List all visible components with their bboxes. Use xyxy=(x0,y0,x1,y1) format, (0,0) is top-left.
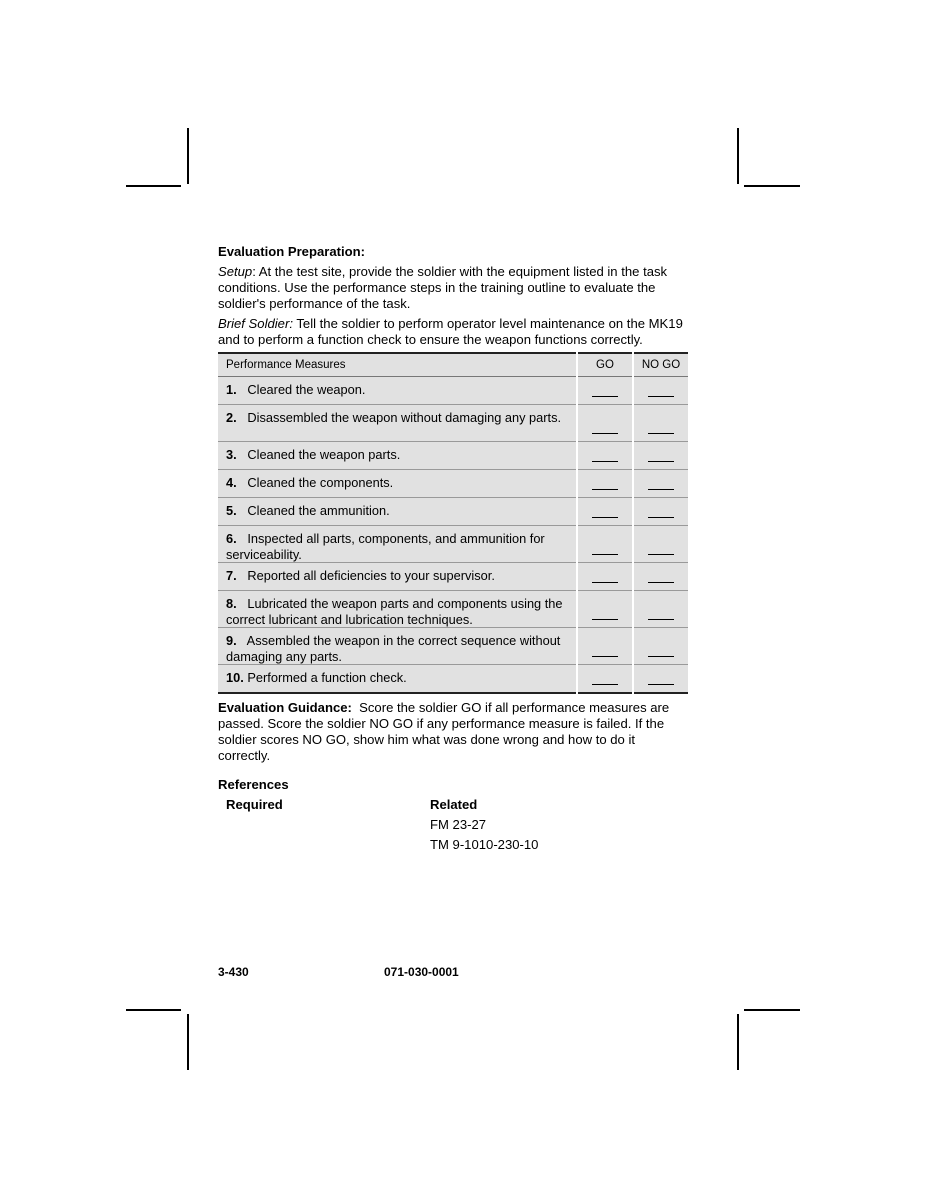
table-row xyxy=(218,526,688,563)
go-blank xyxy=(592,433,618,434)
nogo-cell xyxy=(633,563,688,591)
go-cell xyxy=(577,628,633,665)
nogo-cell xyxy=(633,628,688,665)
nogo-blank xyxy=(648,396,674,397)
task-number: 071-030-0001 xyxy=(384,965,459,979)
crop-mark-bottom-right-horizontal xyxy=(744,1009,800,1011)
nogo-cell xyxy=(633,591,688,628)
table-row xyxy=(218,591,688,628)
table-row xyxy=(218,498,688,526)
performance-measures-table xyxy=(218,352,688,694)
page-number: 3-430 xyxy=(218,965,249,979)
setup-paragraph xyxy=(218,264,688,312)
go-blank xyxy=(592,554,618,555)
table-row xyxy=(218,665,688,693)
table-row xyxy=(218,563,688,591)
references-heading: References xyxy=(218,776,289,792)
brief-soldier-paragraph xyxy=(218,316,688,348)
measure-text: Reported all deficiencies to your supervisor. xyxy=(247,568,495,583)
related-reference-item: TM 9-1010-230-10 xyxy=(430,836,539,852)
measure-number: 7. xyxy=(226,568,237,583)
measure-number: 6. xyxy=(226,531,237,546)
measure-number: 4. xyxy=(226,475,237,490)
go-blank xyxy=(592,684,618,685)
go-blank xyxy=(592,489,618,490)
crop-mark-top-left-vertical xyxy=(187,128,189,184)
go-blank xyxy=(592,619,618,620)
header-go: GO xyxy=(577,353,633,377)
table-header-row xyxy=(218,353,688,377)
crop-mark-top-left-horizontal xyxy=(126,185,181,187)
nogo-cell xyxy=(633,470,688,498)
measure-cell xyxy=(218,470,577,498)
measure-number: 1. xyxy=(226,382,237,397)
table-row xyxy=(218,405,688,442)
go-blank xyxy=(592,461,618,462)
measure-text: Performed a function check. xyxy=(247,670,407,685)
measure-cell xyxy=(218,405,577,442)
table-row xyxy=(218,628,688,665)
nogo-blank xyxy=(648,554,674,555)
related-reference-item: FM 23-27 xyxy=(430,816,487,832)
measure-number: 3. xyxy=(226,447,237,462)
nogo-blank xyxy=(648,582,674,583)
measure-text: Assembled the weapon in the correct sequence without damaging any parts. xyxy=(226,633,561,664)
crop-mark-bottom-left-vertical xyxy=(187,1014,189,1070)
measure-cell xyxy=(218,377,577,405)
go-cell xyxy=(577,665,633,693)
measure-number: 2. xyxy=(226,410,237,425)
go-cell xyxy=(577,591,633,628)
evaluation-guidance-label: Evaluation Guidance: xyxy=(218,699,352,715)
measure-number: 5. xyxy=(226,503,237,518)
measure-cell xyxy=(218,563,577,591)
measure-cell xyxy=(218,665,577,693)
measure-number: 9. xyxy=(226,633,237,648)
header-no-go: NO GO xyxy=(633,353,688,377)
table-row xyxy=(218,377,688,405)
measure-cell xyxy=(218,526,577,563)
nogo-blank xyxy=(648,489,674,490)
go-cell xyxy=(577,498,633,526)
crop-mark-bottom-left-horizontal xyxy=(126,1009,181,1011)
setup-label: Setup xyxy=(218,264,253,279)
evaluation-guidance-text: Score the soldier GO if all performance measures are passed. Score the soldier NO GO if any performance measure is failed. If the soldier scores NO GO, show him what was done wrong and how to do it correctly. xyxy=(218,699,670,763)
measure-text: Cleaned the ammunition. xyxy=(247,503,390,518)
measure-number: 8. xyxy=(226,596,237,611)
evaluation-preparation-heading: Evaluation Preparation: xyxy=(218,244,365,259)
nogo-cell xyxy=(633,498,688,526)
go-cell xyxy=(577,405,633,442)
go-cell xyxy=(577,377,633,405)
go-cell xyxy=(577,526,633,563)
nogo-blank xyxy=(648,517,674,518)
measure-text: Inspected all parts, components, and ammunition for serviceability. xyxy=(226,531,545,562)
measure-cell xyxy=(218,628,577,665)
brief-soldier-text: Tell the soldier to perform operator level maintenance on the MK19 and to perform a function check to ensure the weapon functions correctly. xyxy=(218,316,683,347)
brief-soldier-label: Brief Soldier: xyxy=(218,316,293,331)
setup-text: : At the test site, provide the soldier with the equipment listed in the task conditions. Use the performance steps in the training outline to evaluate the soldier's performance of the task. xyxy=(218,264,668,311)
nogo-blank xyxy=(648,656,674,657)
nogo-blank xyxy=(648,619,674,620)
header-performance-measures: Performance Measures xyxy=(218,353,577,377)
measure-text: Cleared the weapon. xyxy=(247,382,366,397)
measure-cell xyxy=(218,591,577,628)
nogo-blank xyxy=(648,433,674,434)
table-row xyxy=(218,470,688,498)
measure-text: Cleaned the weapon parts. xyxy=(247,447,401,462)
go-blank xyxy=(592,396,618,397)
table-row xyxy=(218,442,688,470)
references-required-label: Required xyxy=(226,796,283,812)
references-related-label: Related xyxy=(430,796,478,812)
nogo-blank xyxy=(648,461,674,462)
nogo-cell xyxy=(633,405,688,442)
measure-cell xyxy=(218,442,577,470)
go-cell xyxy=(577,470,633,498)
nogo-blank xyxy=(648,684,674,685)
nogo-cell xyxy=(633,526,688,563)
crop-mark-top-right-vertical xyxy=(737,128,739,184)
measure-number: 10. xyxy=(226,670,244,685)
page-content xyxy=(218,244,688,867)
go-blank xyxy=(592,656,618,657)
measure-text: Cleaned the components. xyxy=(247,475,394,490)
go-cell xyxy=(577,563,633,591)
go-blank xyxy=(592,582,618,583)
measure-text: Disassembled the weapon without damaging any parts. xyxy=(247,410,562,425)
nogo-cell xyxy=(633,377,688,405)
nogo-cell xyxy=(633,442,688,470)
crop-mark-top-right-horizontal xyxy=(744,185,800,187)
references-block xyxy=(218,797,688,867)
go-blank xyxy=(592,517,618,518)
nogo-cell xyxy=(633,665,688,693)
references-related xyxy=(430,797,538,857)
evaluation-guidance xyxy=(218,700,688,764)
crop-mark-bottom-right-vertical xyxy=(737,1014,739,1070)
measure-cell xyxy=(218,498,577,526)
go-cell xyxy=(577,442,633,470)
measure-text: Lubricated the weapon parts and components using the correct lubricant and lubrication techniques. xyxy=(226,596,563,627)
